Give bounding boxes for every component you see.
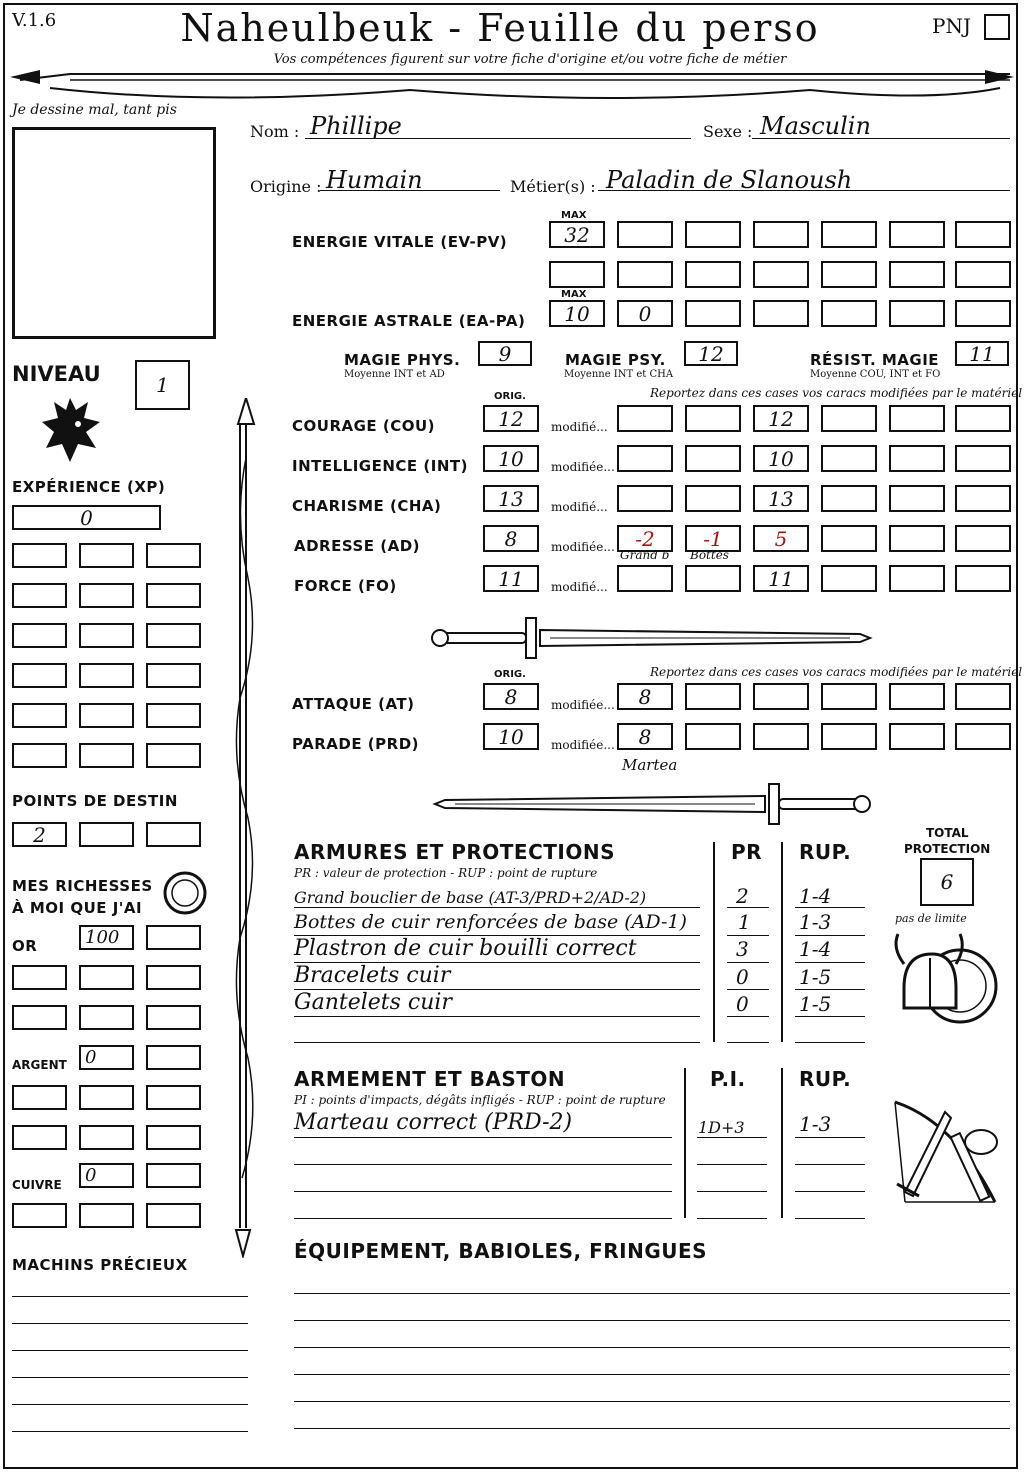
combat-orig-label: ORIG. (494, 669, 526, 680)
force-final-box[interactable] (753, 565, 809, 592)
or-box[interactable] (146, 965, 201, 990)
arme-rup[interactable]: 1-3 (799, 1112, 832, 1136)
destin-box[interactable] (79, 822, 134, 847)
adresse-mod-box[interactable] (821, 525, 877, 552)
machins-label: MACHINS PRÉCIEUX (12, 1256, 188, 1274)
courage-modif-label: modifié... (551, 420, 608, 434)
metier-value[interactable]: Paladin de Slanoush (606, 166, 853, 194)
richesses-label-2: À MOI QUE J'AI (12, 899, 143, 917)
ea-label: ENERGIE ASTRALE (EA-PA) (292, 312, 526, 330)
armure-line (727, 907, 769, 908)
intelligence-final-box[interactable] (753, 445, 809, 472)
arme-line[interactable] (697, 1218, 767, 1219)
stats-orig-label: ORIG. (494, 391, 526, 402)
adresse-orig-box[interactable] (483, 525, 539, 552)
cuivre-box[interactable] (79, 1203, 134, 1228)
ev-label: ENERGIE VITALE (EV-PV) (292, 233, 508, 251)
force-orig-box[interactable] (483, 565, 539, 592)
xp-box[interactable] (146, 743, 201, 768)
armure-line (727, 935, 769, 936)
portrait-box[interactable] (12, 127, 216, 339)
or-box[interactable] (12, 965, 67, 990)
adresse-modif-label: modifiée... (551, 540, 615, 554)
courage-orig-box[interactable] (483, 405, 539, 432)
or-box[interactable] (79, 965, 134, 990)
dragon-icon (40, 392, 105, 467)
metier-line (598, 190, 1010, 191)
xp-value: 0 (80, 505, 93, 530)
charisme-mod-box[interactable] (821, 485, 877, 512)
arme-line[interactable] (795, 1164, 865, 1165)
charisme-orig-box[interactable] (483, 485, 539, 512)
sexe-value[interactable]: Masculin (760, 112, 871, 140)
charisme-label: CHARISME (CHA) (292, 497, 442, 515)
destin-value: 2 (33, 822, 46, 847)
ornament-spear-icon (10, 66, 1015, 106)
adresse-mod-box[interactable] (955, 525, 1011, 552)
pi-header: P.I. (710, 1067, 746, 1091)
sexe-label: Sexe : (703, 122, 753, 141)
argent-box[interactable] (146, 1045, 201, 1070)
xp-box[interactable] (79, 623, 134, 648)
armure-line (795, 907, 865, 908)
argent-box[interactable] (146, 1085, 201, 1110)
nom-label: Nom : (250, 122, 300, 141)
charisme-final-box[interactable] (753, 485, 809, 512)
page-title: Naheulbeuk - Feuille du perso (180, 6, 820, 50)
armure-line (795, 989, 865, 990)
attaque-label: ATTAQUE (AT) (292, 695, 415, 713)
arme-pi[interactable]: 1D+3 (698, 1118, 745, 1137)
armure-line (294, 907, 700, 908)
xp-box[interactable] (79, 703, 134, 728)
machins-line[interactable] (12, 1296, 248, 1297)
armure-name[interactable]: Plastron de cuir bouilli correct (294, 936, 637, 961)
richesses-label-1: MES RICHESSES (12, 877, 153, 895)
armures-divider (713, 842, 715, 1042)
courage-mod-box[interactable] (955, 405, 1011, 432)
armure-line[interactable] (294, 1042, 700, 1043)
cuivre-value: 0 (85, 1165, 97, 1186)
attaque-mod-box[interactable] (821, 683, 877, 710)
xp-box[interactable] (12, 703, 67, 728)
courage-orig-value: 12 (498, 406, 524, 431)
cuivre-box[interactable] (12, 1203, 67, 1228)
parade-modif-label: modifiée... (551, 738, 615, 752)
attaque-modif-label: modifiée... (551, 698, 615, 712)
total-protection-label-2: PROTECTION (904, 842, 991, 856)
adresse-mod1-note: Grand b (620, 548, 670, 562)
armure-rup[interactable]: 1-4 (799, 937, 832, 961)
argent-box[interactable] (146, 1125, 201, 1150)
ea-box[interactable] (821, 300, 877, 327)
or-label: OR (12, 937, 38, 955)
armure-rup[interactable]: 1-4 (799, 884, 832, 908)
intelligence-final-value: 10 (768, 446, 794, 471)
total-protection-label-1: TOTAL (926, 826, 969, 840)
xp-box[interactable] (12, 663, 67, 688)
attaque-mod-value: 8 (638, 684, 652, 709)
armure-line (727, 1016, 769, 1017)
arme-line (795, 1137, 865, 1138)
armure-name[interactable]: Bottes de cuir renforcées de base (AD-1) (294, 911, 687, 933)
argent-box[interactable] (79, 1085, 134, 1110)
ev-max-box[interactable] (549, 221, 605, 248)
parade-mod-box[interactable] (955, 723, 1011, 750)
destin-box[interactable] (12, 822, 67, 847)
intelligence-label: INTELLIGENCE (INT) (292, 457, 468, 475)
ev-box[interactable] (821, 221, 877, 248)
equipement-line[interactable] (294, 1347, 1010, 1348)
attaque-orig-value: 8 (504, 684, 518, 709)
machins-line[interactable] (12, 1350, 248, 1351)
machins-line[interactable] (12, 1404, 248, 1405)
arme-name[interactable]: Marteau correct (PRD-2) (294, 1110, 573, 1135)
adresse-label: ADRESSE (AD) (294, 537, 421, 555)
armure-line[interactable] (795, 1042, 865, 1043)
armure-line (727, 989, 769, 990)
magie-phys-label: MAGIE PHYS. (344, 351, 461, 369)
argent-value: 0 (85, 1047, 97, 1068)
equipement-title: ÉQUIPEMENT, BABIOLES, FRINGUES (294, 1239, 708, 1263)
nom-value[interactable]: Phillipe (310, 112, 402, 140)
arme-line[interactable] (294, 1218, 672, 1219)
xp-box[interactable] (12, 543, 67, 568)
armement-note: PI : points d'impacts, dégâts infligés - RUP : point de rupture (294, 1093, 666, 1107)
equipement-line[interactable] (294, 1293, 1010, 1294)
courage-mod-box[interactable] (617, 405, 673, 432)
helmet-shield-icon (890, 928, 1000, 1038)
armures-title: ARMURES ET PROTECTIONS (294, 840, 615, 864)
cuivre-label: CUIVRE (12, 1178, 62, 1192)
armure-pr[interactable]: 0 (736, 992, 749, 1016)
stats-report-note: Reportez dans ces cases vos caracs modifiées par le matériel (650, 386, 1023, 400)
or-value: 100 (85, 927, 120, 948)
ev-box[interactable] (955, 261, 1011, 288)
pr-header: PR (731, 840, 763, 864)
force-label: FORCE (FO) (294, 577, 397, 595)
arme-line[interactable] (697, 1191, 767, 1192)
attaque-orig-box[interactable] (483, 683, 539, 710)
armure-line (294, 1016, 700, 1017)
ev-box[interactable] (549, 261, 605, 288)
ev-box[interactable] (889, 221, 945, 248)
total-protection-value: 6 (940, 870, 954, 894)
attaque-mod-box[interactable] (955, 683, 1011, 710)
or-box[interactable] (12, 1005, 67, 1030)
xp-box[interactable] (79, 663, 134, 688)
spear-icon (226, 398, 266, 1258)
parade-label: PARADE (PRD) (292, 735, 420, 753)
sword-icon (430, 612, 875, 662)
destin-box[interactable] (146, 822, 201, 847)
equipement-line[interactable] (294, 1428, 1010, 1429)
armement-divider (684, 1068, 686, 1218)
parade-orig-value: 10 (498, 724, 524, 749)
xp-box[interactable] (146, 623, 201, 648)
intelligence-orig-box[interactable] (483, 445, 539, 472)
adresse-final-value: 5 (774, 526, 788, 551)
intelligence-mod-box[interactable] (955, 445, 1011, 472)
ev-box[interactable] (955, 221, 1011, 248)
courage-final-value: 12 (768, 406, 794, 431)
ea-current-value: 0 (638, 301, 652, 326)
force-mod-box[interactable] (889, 565, 945, 592)
armure-name[interactable]: Gantelets cuir (294, 990, 452, 1015)
armement-rup-header: RUP. (799, 1067, 852, 1091)
force-final-value: 11 (768, 566, 794, 591)
or-box[interactable] (146, 1005, 201, 1030)
equipement-line[interactable] (294, 1320, 1010, 1321)
parade-mod-box[interactable] (753, 723, 809, 750)
sexe-line (752, 138, 1010, 139)
charisme-final-value: 13 (768, 486, 794, 511)
ev-box[interactable] (753, 221, 809, 248)
adresse-mod2-note: Bottes (690, 548, 729, 562)
niveau-label: NIVEAU (12, 362, 101, 386)
limit-note: pas de limite (895, 912, 967, 925)
equipement-line[interactable] (294, 1401, 1010, 1402)
armure-rup[interactable]: 1-5 (799, 965, 832, 989)
ea-box[interactable] (753, 300, 809, 327)
arme-line[interactable] (697, 1164, 767, 1165)
machins-line[interactable] (12, 1323, 248, 1324)
or-box[interactable] (79, 1005, 134, 1030)
xp-box[interactable] (146, 703, 201, 728)
force-mod-box[interactable] (685, 565, 741, 592)
magie-psy-note: Moyenne INT et CHA (564, 369, 674, 380)
pnj-label: PNJ (932, 14, 971, 38)
argent-box[interactable] (12, 1125, 67, 1150)
armure-line (795, 962, 865, 963)
charisme-orig-value: 13 (498, 486, 524, 511)
ev-box[interactable] (889, 261, 945, 288)
charisme-modif-label: modifié... (551, 500, 608, 514)
parade-mod-box[interactable] (889, 723, 945, 750)
intelligence-mod-box[interactable] (821, 445, 877, 472)
xp-box[interactable] (79, 543, 134, 568)
xp-box[interactable] (12, 743, 67, 768)
ev-box[interactable] (685, 261, 741, 288)
armement-divider (781, 1068, 783, 1218)
origine-line (320, 190, 500, 191)
version-label: V.1.6 (12, 10, 57, 31)
courage-mod-box[interactable] (821, 405, 877, 432)
parade-mod-box[interactable] (685, 723, 741, 750)
ev-max-label: MAX (561, 210, 587, 221)
armures-divider (781, 842, 783, 1042)
resist-magie-value: 11 (969, 341, 995, 366)
cuivre-box[interactable] (146, 1203, 201, 1228)
nom-line (305, 138, 691, 139)
intelligence-mod-box[interactable] (617, 445, 673, 472)
argent-box[interactable] (12, 1085, 67, 1110)
xp-box[interactable] (79, 583, 134, 608)
armure-line[interactable] (727, 1042, 769, 1043)
magie-psy-label: MAGIE PSY. (565, 351, 666, 369)
attaque-mod-box[interactable] (685, 683, 741, 710)
ev-box[interactable] (617, 261, 673, 288)
xp-box[interactable] (146, 663, 201, 688)
attaque-mod-box[interactable] (753, 683, 809, 710)
ea-max-box[interactable] (549, 300, 605, 327)
adresse-mod1-value: -2 (635, 526, 655, 551)
rup-header: RUP. (799, 840, 852, 864)
arme-line[interactable] (294, 1164, 672, 1165)
charisme-mod-box[interactable] (685, 485, 741, 512)
parade-note: Martea (622, 756, 678, 774)
or-box[interactable] (146, 925, 201, 950)
argent-box[interactable] (79, 1045, 134, 1070)
courage-final-box[interactable] (753, 405, 809, 432)
resist-magie-note: Moyenne COU, INT et FO (810, 369, 941, 380)
or-box[interactable] (79, 925, 134, 950)
magie-phys-note: Moyenne INT et AD (344, 369, 445, 380)
attaque-mod-box[interactable] (889, 683, 945, 710)
sword-icon (430, 778, 875, 828)
ev-box[interactable] (685, 221, 741, 248)
arme-line (697, 1137, 767, 1138)
xp-box[interactable] (79, 743, 134, 768)
origine-label: Origine : (250, 177, 322, 196)
adresse-mod2-value: -1 (703, 526, 723, 551)
arme-line[interactable] (795, 1191, 865, 1192)
argent-box[interactable] (79, 1125, 134, 1150)
adresse-mod-box[interactable] (889, 525, 945, 552)
machins-line[interactable] (12, 1377, 248, 1378)
page-subtitle: Vos compétences figurent sur votre fiche d'origine et/ou votre fiche de métier (273, 52, 787, 67)
armure-line (727, 962, 769, 963)
xp-total-box[interactable] (12, 505, 161, 530)
intelligence-modif-label: modifiée... (551, 460, 615, 474)
magie-phys-box[interactable] (478, 341, 532, 366)
ev-box[interactable] (821, 261, 877, 288)
force-orig-value: 11 (498, 566, 524, 591)
niveau-box[interactable] (135, 360, 190, 410)
armure-name[interactable]: Bracelets cuir (294, 963, 451, 988)
argent-label: ARGENT (12, 1058, 67, 1072)
destin-label: POINTS DE DESTIN (12, 792, 178, 810)
ev-max-value: 32 (564, 222, 590, 247)
armure-pr[interactable]: 3 (736, 937, 749, 961)
force-mod-box[interactable] (821, 565, 877, 592)
armure-rup[interactable]: 1-3 (799, 910, 832, 934)
magie-psy-value: 12 (698, 341, 724, 366)
xp-box[interactable] (146, 543, 201, 568)
magie-psy-box[interactable] (684, 341, 738, 366)
ev-box[interactable] (617, 221, 673, 248)
resist-magie-box[interactable] (955, 341, 1009, 366)
combat-report-note: Reportez dans ces cases vos caracs modifiées par le matériel (650, 665, 1023, 679)
arme-line[interactable] (294, 1191, 672, 1192)
weapons-icon (885, 1092, 1010, 1217)
ea-max-value: 10 (564, 301, 590, 326)
coin-icon (162, 870, 208, 916)
xp-box[interactable] (12, 583, 67, 608)
xp-label: EXPÉRIENCE (XP) (12, 478, 166, 496)
ea-box[interactable] (617, 300, 673, 327)
armure-line (795, 1016, 865, 1017)
armement-title: ARMEMENT ET BASTON (294, 1067, 566, 1091)
arme-line (294, 1137, 672, 1138)
armure-pr[interactable]: 0 (736, 965, 749, 989)
ea-max-label: MAX (561, 289, 587, 300)
cuivre-box[interactable] (79, 1163, 134, 1188)
force-mod-box[interactable] (955, 565, 1011, 592)
metier-label: Métier(s) : (510, 177, 596, 196)
armure-pr[interactable]: 2 (736, 884, 749, 908)
courage-mod-box[interactable] (685, 405, 741, 432)
ea-box[interactable] (955, 300, 1011, 327)
armure-name[interactable]: Grand bouclier de base (AT-3/PRD+2/AD-2) (294, 888, 647, 907)
parade-mod-box[interactable] (617, 723, 673, 750)
armures-note: PR : valeur de protection - RUP : point de rupture (294, 866, 598, 880)
magie-phys-value: 9 (498, 341, 512, 366)
adresse-final-box[interactable] (753, 525, 809, 552)
intelligence-orig-value: 10 (498, 446, 524, 471)
courage-mod-box[interactable] (889, 405, 945, 432)
charisme-mod-box[interactable] (955, 485, 1011, 512)
arme-line[interactable] (795, 1218, 865, 1219)
xp-box[interactable] (146, 583, 201, 608)
parade-orig-box[interactable] (483, 723, 539, 750)
equipement-line[interactable] (294, 1374, 1010, 1375)
pnj-checkbox[interactable] (984, 14, 1010, 40)
force-mod-box[interactable] (617, 565, 673, 592)
charisme-mod-box[interactable] (889, 485, 945, 512)
ev-box[interactable] (753, 261, 809, 288)
charisme-mod-box[interactable] (617, 485, 673, 512)
parade-mod-box[interactable] (821, 723, 877, 750)
ea-box[interactable] (889, 300, 945, 327)
niveau-value: 1 (156, 373, 169, 397)
armure-pr[interactable]: 1 (738, 910, 751, 934)
ea-box[interactable] (685, 300, 741, 327)
resist-magie-label: RÉSIST. MAGIE (810, 351, 940, 369)
adresse-orig-value: 8 (504, 526, 518, 551)
intelligence-mod-box[interactable] (889, 445, 945, 472)
cuivre-box[interactable] (146, 1163, 201, 1188)
armure-line (795, 935, 865, 936)
origine-value[interactable]: Humain (326, 166, 423, 194)
total-protection-box[interactable] (920, 858, 974, 906)
force-modif-label: modifié... (551, 580, 608, 594)
machins-line[interactable] (12, 1431, 248, 1432)
courage-label: COURAGE (COU) (292, 417, 436, 435)
portrait-caption: Je dessine mal, tant pis (12, 102, 177, 118)
parade-mod-value: 8 (638, 724, 652, 749)
intelligence-mod-box[interactable] (685, 445, 741, 472)
armure-rup[interactable]: 1-5 (799, 992, 832, 1016)
attaque-mod-box[interactable] (617, 683, 673, 710)
xp-box[interactable] (12, 623, 67, 648)
